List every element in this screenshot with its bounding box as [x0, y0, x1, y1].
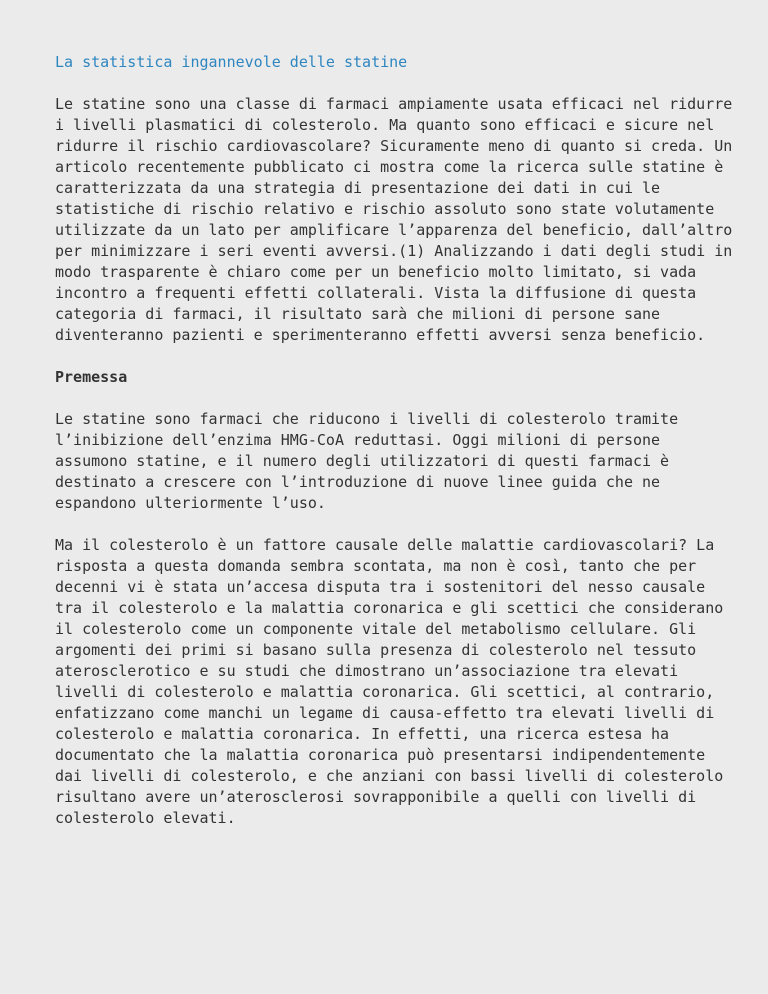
body-paragraph-1: Le statine sono farmaci che riducono i livelli di colesterolo tramite l’inibizione dell’enzima HMG-CoA reduttasi. Oggi milioni di persone assumono statine, e il numero degli utilizzatori di questi farmaci è destinato a crescere con l’introduzione di nuove linee guida che ne espandono ulteriormente l’uso. [55, 410, 679, 512]
section-heading: Premessa [55, 368, 128, 386]
intro-paragraph: Le statine sono una classe di farmaci ampiamente usata efficaci nel ridurre i livelli plasmatici di colesterolo. Ma quanto sono efficaci e sicure nel ridurre il rischio cardiovascolare? Sicuramente meno di quanto si creda. Un articolo recentemente pubblicato ci mostra come la ricerca sulle statine è caratterizzata da una strategia di presentazione dei dati in cui le statistiche di rischio relativo e rischio assoluto sono state volutamente utilizzate da un lato per amplificare l’apparenza del beneficio, dall’altro per minimizzare i seri eventi avversi.(1) Analizzando i dati degli studi in modo trasparente è chiaro come per un beneficio molto limitato, si vada incontro a frequenti effetti collaterali. Vista la diffusione di questa categoria di farmaci, il risultato sarà che milioni di persone sane diventeranno pazienti e sperimenteranno effetti avversi senza beneficio. [55, 95, 733, 344]
article [55, 52, 735, 850]
body-paragraph-2: Ma il colesterolo è un fattore causale delle malattie cardiovascolari? La risposta a questa domanda sembra scontata, ma non è così, tanto che per decenni vi è stata un’accesa disputa tra i sostenitori del nesso causale tra il colesterolo e la malattia coronarica e gli scettici che considerano il colesterolo come un componente vitale del metabolismo cellulare. Gli argomenti dei primi si basano sulla presenza di colesterolo nel tessuto aterosclerotico e su studi che dimostrano un’associazione tra elevati livelli di colesterolo e malattia coronarica. Gli scettici, al contrario, enfatizzano come manchi un legame di causa-effetto tra elevati livelli di colesterolo e malattia coronarica. In effetti, una ricerca estesa ha documentato che la malattia coronarica può presentarsi indipendentemente dai livelli di colesterolo, e che anziani con bassi livelli di colesterolo risultano avere un’aterosclerosi sovrapponibile a quelli con livelli di colesterolo elevati. [55, 536, 724, 827]
article-title: La statistica ingannevole delle statine [55, 53, 408, 71]
